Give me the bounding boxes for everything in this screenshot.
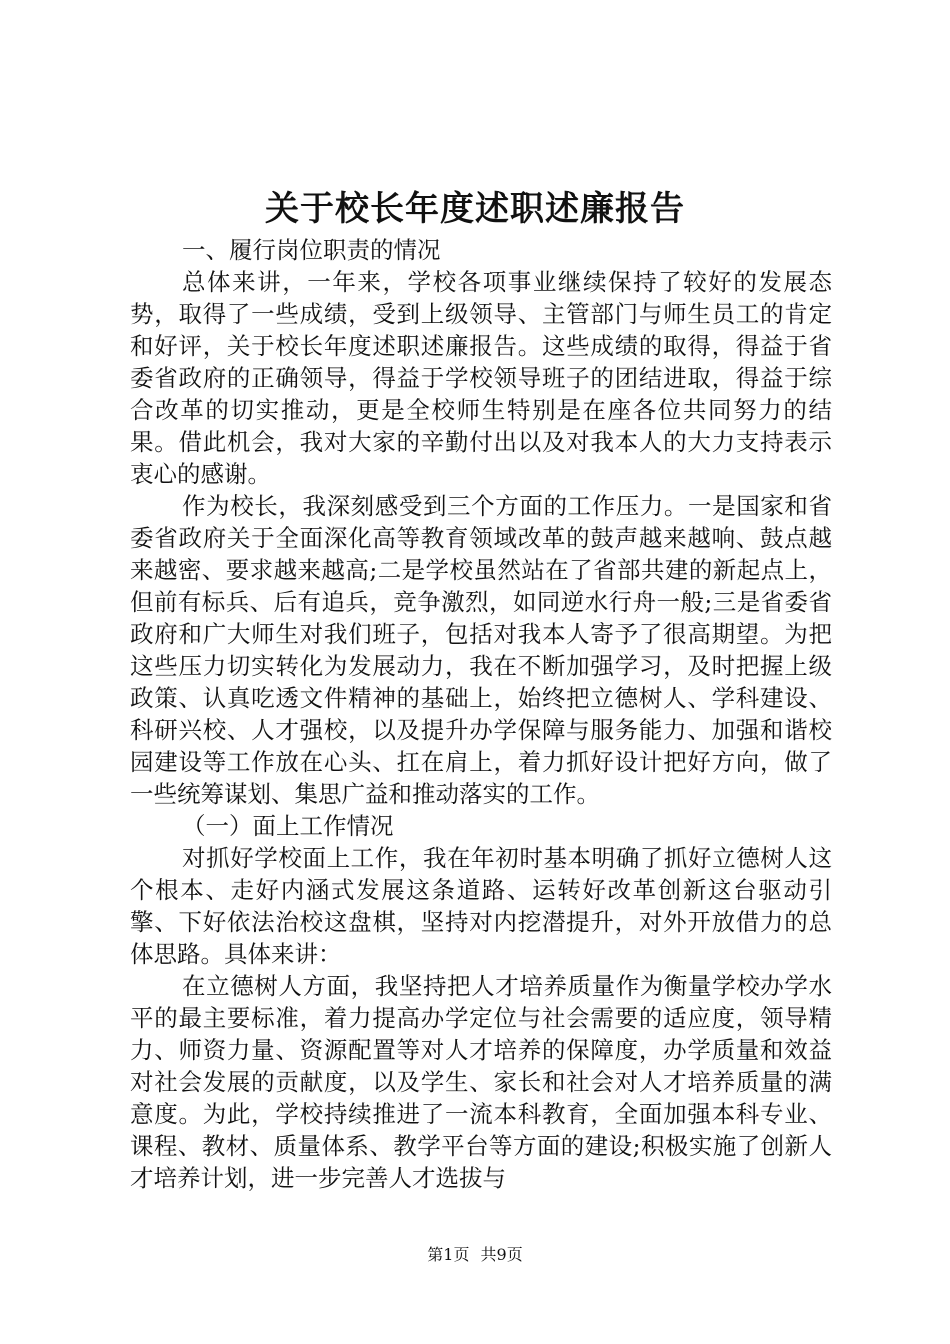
page-number: 第1页 (427, 1245, 470, 1264)
document-title: 关于校长年度述职述廉报告 (265, 189, 685, 229)
body-paragraph: 作为校长，我深刻感受到三个方面的工作压力。一是国家和省委省政府关于全面深化高等教育领域改革的鼓声越来越响、鼓点越来越密、要求越来越高;二是学校虽然站在了省部共建的新起点上，但前有标兵、后有追兵，竞争激烈，如同逆水行舟一般;三是省委省政府和广大师生对我们班子，包括对我本人寄予了很高期望。为把这些压力切实转化为发展动力，我在不断加强学习，及时把握上级政策、认真吃透文件精神的基础上，始终把立德树人、学科建设、科研兴校、人才强校，以及提升办学保障与服务能力、加强和谐校园建设等工作放在心头、扛在肩上，着力抓好设计把好方向，做了一些统筹谋划、集思广益和推动落实的工作。 (130, 492, 832, 808)
body-paragraph: 对抓好学校面上工作，我在年初时基本明确了抓好立德树人这个根本、走好内涵式发展这条道路、运转好改革创新这台驱动引擎、下好依法治校这盘棋，坚持对内挖潜提升，对外开放借力的总体思路。具体来讲： (130, 844, 832, 968)
page-footer (0, 1244, 950, 1266)
subsection-heading: （一）面上工作情况 (182, 812, 394, 840)
body-paragraph: 在立德树人方面，我坚持把人才培养质量作为衡量学校办学水平的最主要标准，着力提高办学定位与社会需要的适应度，领导精力、师资力量、资源配置等对人才培养的保障度，办学质量和效益对社会发展的贡献度，以及学生、家长和社会对人才培养质量的满意度。为此，学校持续推进了一流本科教育，全面加强本科专业、课程、教材、质量体系、教学平台等方面的建设;积极实施了创新人才培养计划，进一步完善人才选拔与 (130, 972, 832, 1192)
section-heading: 一、履行岗位职责的情况 (182, 236, 441, 264)
body-paragraph: 总体来讲，一年来，学校各项事业继续保持了较好的发展态势，取得了一些成绩，受到上级领导、主管部门与师生员工的肯定和好评，关于校长年度述职述廉报告。这些成绩的取得，得益于省委省政府的正确领导，得益于学校领导班子的团结进取，得益于综合改革的切实推动，更是全校师生特别是在座各位共同努力的结果。借此机会，我对大家的辛勤付出以及对我本人的大力支持表示衷心的感谢。 (130, 268, 832, 488)
page-total: 共9页 (480, 1245, 523, 1264)
document-body (130, 234, 832, 1194)
